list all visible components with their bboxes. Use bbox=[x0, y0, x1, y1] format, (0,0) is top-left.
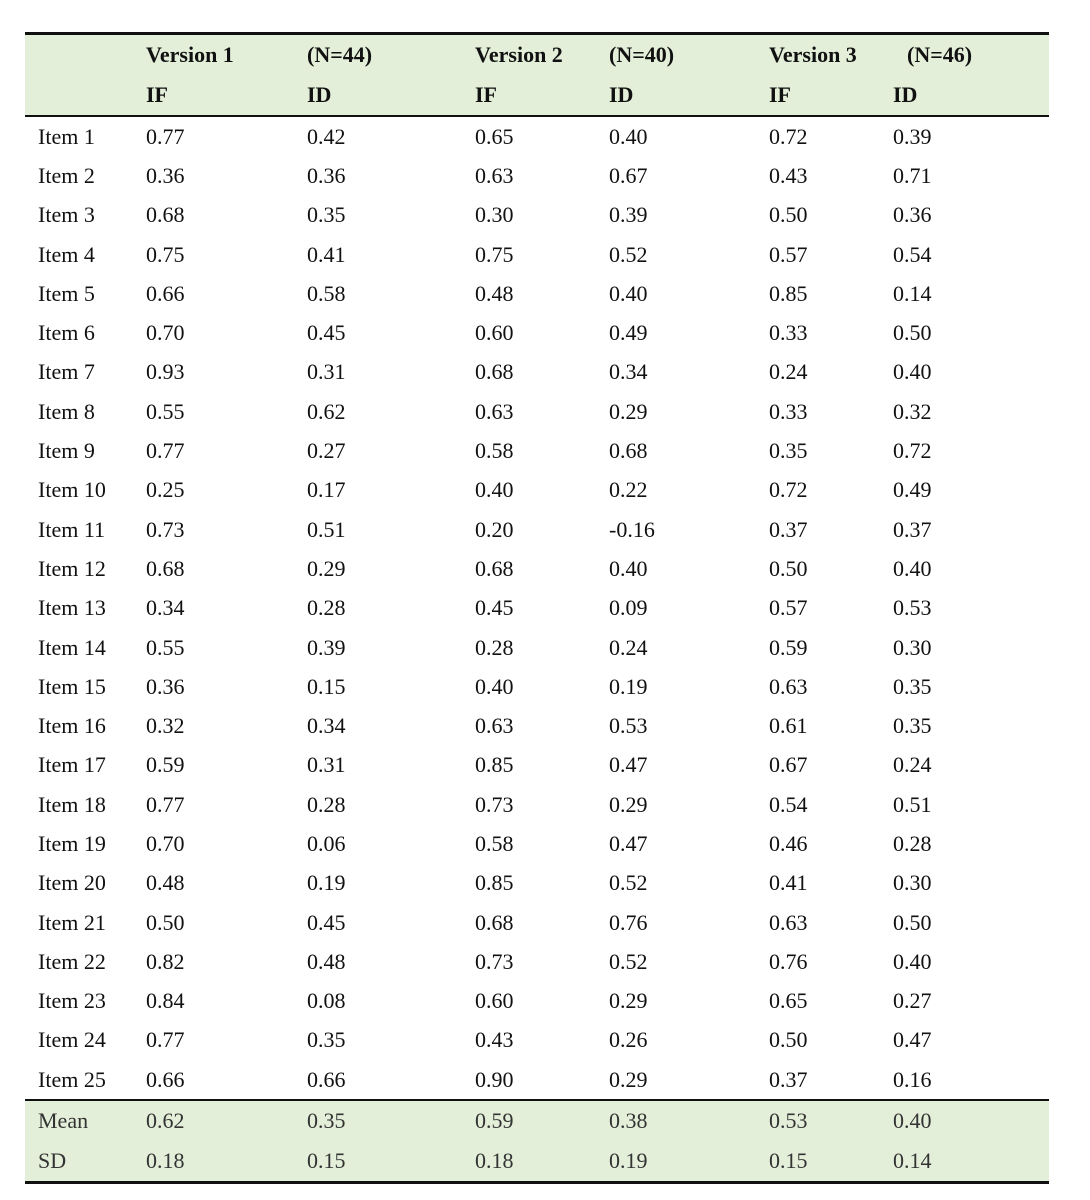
table-cell: 0.72 bbox=[769, 123, 808, 149]
header-row-measures bbox=[25, 75, 1049, 115]
table-cell: 0.54 bbox=[893, 241, 932, 267]
table-row bbox=[25, 1060, 1049, 1099]
table-cell: 0.48 bbox=[475, 280, 514, 306]
table-cell: 0.59 bbox=[475, 1108, 514, 1134]
row-label: Item 19 bbox=[38, 830, 106, 856]
table-cell: 0.17 bbox=[307, 477, 346, 503]
row-label: Item 16 bbox=[38, 713, 106, 739]
table-cell: 0.53 bbox=[769, 1108, 808, 1134]
table-row bbox=[25, 313, 1049, 352]
table-cell: 0.39 bbox=[893, 123, 932, 149]
table-cell: 0.41 bbox=[307, 241, 346, 267]
header-version-2: Version 2 bbox=[475, 42, 563, 67]
table-cell: 0.68 bbox=[475, 359, 514, 385]
table-cell: 0.39 bbox=[609, 202, 648, 228]
table-cell: 0.68 bbox=[475, 555, 514, 581]
row-label: Item 17 bbox=[38, 752, 106, 778]
table-row bbox=[25, 982, 1049, 1021]
table-cell: 0.40 bbox=[893, 948, 932, 974]
table-cell: 0.37 bbox=[769, 1066, 808, 1092]
header-version-3: Version 3 bbox=[769, 42, 857, 67]
table-cell: 0.48 bbox=[146, 870, 185, 896]
table-cell: 0.42 bbox=[307, 123, 346, 149]
summary-row bbox=[25, 1141, 1049, 1181]
table-cell: 0.85 bbox=[475, 752, 514, 778]
table-cell: 0.49 bbox=[609, 320, 648, 346]
table-cell: 0.43 bbox=[769, 162, 808, 188]
row-label: Item 6 bbox=[38, 320, 95, 346]
table-cell: 0.68 bbox=[475, 909, 514, 935]
table-row bbox=[25, 549, 1049, 588]
table-cell: 0.45 bbox=[307, 909, 346, 935]
header-version-1: Version 1 bbox=[146, 42, 234, 67]
header-id-v3: ID bbox=[893, 82, 918, 107]
table-cell: 0.28 bbox=[307, 595, 346, 621]
table-cell: 0.34 bbox=[307, 713, 346, 739]
table-cell: 0.19 bbox=[609, 673, 648, 699]
table-cell: 0.35 bbox=[307, 1108, 346, 1134]
table-cell: 0.19 bbox=[609, 1148, 648, 1174]
table-footer bbox=[25, 1101, 1049, 1181]
table-cell: 0.54 bbox=[769, 791, 808, 817]
table-cell: 0.50 bbox=[146, 909, 185, 935]
table-cell: 0.29 bbox=[307, 555, 346, 581]
table-cell: 0.67 bbox=[769, 752, 808, 778]
table-cell: 0.40 bbox=[609, 555, 648, 581]
table-row bbox=[25, 706, 1049, 745]
table-cell: 0.60 bbox=[475, 988, 514, 1014]
table-cell: 0.15 bbox=[307, 1148, 346, 1174]
table-cell: 0.38 bbox=[609, 1108, 648, 1134]
table-cell: 0.31 bbox=[307, 752, 346, 778]
table-row bbox=[25, 903, 1049, 942]
table-cell: 0.35 bbox=[893, 713, 932, 739]
table-cell: 0.76 bbox=[769, 948, 808, 974]
table-cell: 0.30 bbox=[893, 634, 932, 660]
table-cell: 0.29 bbox=[609, 988, 648, 1014]
table-cell: 0.40 bbox=[893, 1108, 932, 1134]
table-cell: 0.09 bbox=[609, 595, 648, 621]
table-cell: 0.35 bbox=[893, 673, 932, 699]
table-cell: 0.63 bbox=[475, 398, 514, 424]
header-if-v2: IF bbox=[475, 82, 497, 107]
table-body bbox=[25, 117, 1049, 1099]
row-label: Item 23 bbox=[38, 988, 106, 1014]
table-cell: 0.39 bbox=[307, 634, 346, 660]
table-cell: 0.15 bbox=[769, 1148, 808, 1174]
table-cell: 0.50 bbox=[769, 202, 808, 228]
table-cell: 0.14 bbox=[893, 280, 932, 306]
table-cell: 0.45 bbox=[475, 595, 514, 621]
table-cell: 0.40 bbox=[893, 555, 932, 581]
table-cell: 0.43 bbox=[475, 1027, 514, 1053]
table-cell: 0.63 bbox=[475, 162, 514, 188]
table-cell: 0.35 bbox=[307, 1027, 346, 1053]
header-version-1-n: (N=44) bbox=[307, 42, 373, 67]
table-cell: 0.40 bbox=[609, 123, 648, 149]
table-cell: 0.27 bbox=[307, 438, 346, 464]
table-row bbox=[25, 589, 1049, 628]
header-version-3-n: (N=46) bbox=[907, 42, 973, 67]
table-cell: 0.36 bbox=[146, 162, 185, 188]
table-cell: 0.77 bbox=[146, 791, 185, 817]
table-cell: 0.58 bbox=[307, 280, 346, 306]
table-cell: 0.49 bbox=[893, 477, 932, 503]
table-cell: 0.82 bbox=[146, 948, 185, 974]
table-cell: 0.70 bbox=[146, 830, 185, 856]
table-cell: 0.90 bbox=[475, 1066, 514, 1092]
table-cell: 0.15 bbox=[307, 673, 346, 699]
table-cell: 0.36 bbox=[893, 202, 932, 228]
table-cell: 0.72 bbox=[893, 438, 932, 464]
table-cell: 0.28 bbox=[307, 791, 346, 817]
row-label: Item 2 bbox=[38, 162, 95, 188]
table-cell: 0.41 bbox=[769, 870, 808, 896]
table-row bbox=[25, 431, 1049, 470]
table-cell: 0.93 bbox=[146, 359, 185, 385]
table-cell: 0.16 bbox=[893, 1066, 932, 1092]
table-cell: 0.53 bbox=[893, 595, 932, 621]
table-cell: 0.29 bbox=[609, 1066, 648, 1092]
table-cell: 0.65 bbox=[475, 123, 514, 149]
table-cell: 0.36 bbox=[146, 673, 185, 699]
table-cell: 0.30 bbox=[893, 870, 932, 896]
row-label: Item 24 bbox=[38, 1027, 106, 1053]
table-cell: 0.48 bbox=[307, 948, 346, 974]
table-cell: 0.45 bbox=[307, 320, 346, 346]
row-label: Item 1 bbox=[38, 123, 95, 149]
table-cell: -0.16 bbox=[609, 516, 655, 542]
table-cell: 0.08 bbox=[307, 988, 346, 1014]
table-row bbox=[25, 235, 1049, 274]
row-label: Item 22 bbox=[38, 948, 106, 974]
table-cell: 0.60 bbox=[475, 320, 514, 346]
row-label: Item 11 bbox=[38, 516, 105, 542]
table-row bbox=[25, 746, 1049, 785]
table-cell: 0.50 bbox=[769, 1027, 808, 1053]
table-cell: 0.35 bbox=[307, 202, 346, 228]
table-row bbox=[25, 510, 1049, 549]
table-cell: 0.73 bbox=[475, 791, 514, 817]
table-cell: 0.33 bbox=[769, 320, 808, 346]
table-cell: 0.53 bbox=[609, 713, 648, 739]
table-cell: 0.37 bbox=[893, 516, 932, 542]
table-row bbox=[25, 156, 1049, 195]
table-cell: 0.63 bbox=[769, 673, 808, 699]
table-cell: 0.40 bbox=[475, 477, 514, 503]
row-label: Item 9 bbox=[38, 438, 95, 464]
table-cell: 0.68 bbox=[609, 438, 648, 464]
table-cell: 0.63 bbox=[475, 713, 514, 739]
table-cell: 0.63 bbox=[769, 909, 808, 935]
table-cell: 0.77 bbox=[146, 1027, 185, 1053]
table-cell: 0.32 bbox=[893, 398, 932, 424]
row-label: Mean bbox=[38, 1108, 89, 1134]
table-cell: 0.50 bbox=[893, 909, 932, 935]
header-row-versions bbox=[25, 35, 1049, 75]
row-label: Item 8 bbox=[38, 398, 95, 424]
table-cell: 0.52 bbox=[609, 948, 648, 974]
table-cell: 0.50 bbox=[893, 320, 932, 346]
table-cell: 0.73 bbox=[146, 516, 185, 542]
table-cell: 0.29 bbox=[609, 791, 648, 817]
table-cell: 0.24 bbox=[609, 634, 648, 660]
table-cell: 0.40 bbox=[475, 673, 514, 699]
table-cell: 0.46 bbox=[769, 830, 808, 856]
table-row bbox=[25, 864, 1049, 903]
table-cell: 0.30 bbox=[475, 202, 514, 228]
table-row bbox=[25, 392, 1049, 431]
table-cell: 0.58 bbox=[475, 438, 514, 464]
table-bottom-rule bbox=[25, 1181, 1049, 1184]
table-cell: 0.26 bbox=[609, 1027, 648, 1053]
summary-row bbox=[25, 1101, 1049, 1141]
table-row bbox=[25, 1021, 1049, 1060]
table-cell: 0.77 bbox=[146, 438, 185, 464]
table-cell: 0.68 bbox=[146, 555, 185, 581]
table-cell: 0.35 bbox=[769, 438, 808, 464]
table-cell: 0.66 bbox=[146, 280, 185, 306]
item-statistics-table bbox=[25, 32, 1049, 1184]
table-cell: 0.52 bbox=[609, 241, 648, 267]
table-cell: 0.75 bbox=[146, 241, 185, 267]
header-id-v2: ID bbox=[609, 82, 634, 107]
row-label: Item 7 bbox=[38, 359, 95, 385]
table-cell: 0.85 bbox=[769, 280, 808, 306]
table-cell: 0.55 bbox=[146, 398, 185, 424]
table-cell: 0.55 bbox=[146, 634, 185, 660]
row-label: SD bbox=[38, 1148, 67, 1174]
table-cell: 0.40 bbox=[893, 359, 932, 385]
table-cell: 0.85 bbox=[475, 870, 514, 896]
table-row bbox=[25, 628, 1049, 667]
table-row bbox=[25, 471, 1049, 510]
table-cell: 0.59 bbox=[769, 634, 808, 660]
table-cell: 0.66 bbox=[146, 1066, 185, 1092]
row-label: Item 3 bbox=[38, 202, 95, 228]
row-label: Item 14 bbox=[38, 634, 106, 660]
header-id-v1: ID bbox=[307, 82, 332, 107]
table-cell: 0.47 bbox=[609, 830, 648, 856]
table-cell: 0.29 bbox=[609, 398, 648, 424]
table-cell: 0.77 bbox=[146, 123, 185, 149]
table-cell: 0.58 bbox=[475, 830, 514, 856]
table-cell: 0.18 bbox=[475, 1148, 514, 1174]
table-cell: 0.73 bbox=[475, 948, 514, 974]
table-cell: 0.20 bbox=[475, 516, 514, 542]
table-row bbox=[25, 785, 1049, 824]
table-cell: 0.84 bbox=[146, 988, 185, 1014]
table-cell: 0.68 bbox=[146, 202, 185, 228]
table-cell: 0.72 bbox=[769, 477, 808, 503]
table-cell: 0.06 bbox=[307, 830, 346, 856]
table-cell: 0.51 bbox=[893, 791, 932, 817]
table-cell: 0.62 bbox=[307, 398, 346, 424]
table-cell: 0.52 bbox=[609, 870, 648, 896]
table-cell: 0.61 bbox=[769, 713, 808, 739]
table-cell: 0.24 bbox=[769, 359, 808, 385]
table-row bbox=[25, 942, 1049, 981]
table-cell: 0.25 bbox=[146, 477, 185, 503]
table-cell: 0.31 bbox=[307, 359, 346, 385]
row-label: Item 12 bbox=[38, 555, 106, 581]
table-cell: 0.57 bbox=[769, 241, 808, 267]
row-label: Item 18 bbox=[38, 791, 106, 817]
table-cell: 0.19 bbox=[307, 870, 346, 896]
table-cell: 0.32 bbox=[146, 713, 185, 739]
row-label: Item 20 bbox=[38, 870, 106, 896]
table-cell: 0.40 bbox=[609, 280, 648, 306]
table-cell: 0.76 bbox=[609, 909, 648, 935]
row-label: Item 4 bbox=[38, 241, 95, 267]
table-cell: 0.24 bbox=[893, 752, 932, 778]
table-row bbox=[25, 274, 1049, 313]
table-cell: 0.22 bbox=[609, 477, 648, 503]
table-row bbox=[25, 196, 1049, 235]
table-cell: 0.71 bbox=[893, 162, 932, 188]
header-if-v1: IF bbox=[146, 82, 168, 107]
table-row bbox=[25, 667, 1049, 706]
table-cell: 0.37 bbox=[769, 516, 808, 542]
table-cell: 0.34 bbox=[146, 595, 185, 621]
table-cell: 0.67 bbox=[609, 162, 648, 188]
table-cell: 0.28 bbox=[893, 830, 932, 856]
header-version-2-n: (N=40) bbox=[609, 42, 675, 67]
table-cell: 0.28 bbox=[475, 634, 514, 660]
table-cell: 0.70 bbox=[146, 320, 185, 346]
table-cell: 0.34 bbox=[609, 359, 648, 385]
table-cell: 0.47 bbox=[609, 752, 648, 778]
table-cell: 0.47 bbox=[893, 1027, 932, 1053]
table-row bbox=[25, 353, 1049, 392]
table-row bbox=[25, 824, 1049, 863]
table-cell: 0.59 bbox=[146, 752, 185, 778]
row-label: Item 15 bbox=[38, 673, 106, 699]
table-cell: 0.57 bbox=[769, 595, 808, 621]
table-cell: 0.62 bbox=[146, 1108, 185, 1134]
table-cell: 0.65 bbox=[769, 988, 808, 1014]
row-label: Item 13 bbox=[38, 595, 106, 621]
row-label: Item 21 bbox=[38, 909, 106, 935]
table-cell: 0.14 bbox=[893, 1148, 932, 1174]
table-row bbox=[25, 117, 1049, 156]
table-cell: 0.36 bbox=[307, 162, 346, 188]
row-label: Item 5 bbox=[38, 280, 95, 306]
table-cell: 0.33 bbox=[769, 398, 808, 424]
row-label: Item 10 bbox=[38, 477, 106, 503]
table-cell: 0.18 bbox=[146, 1148, 185, 1174]
table-cell: 0.75 bbox=[475, 241, 514, 267]
table-header bbox=[25, 35, 1049, 115]
table-cell: 0.66 bbox=[307, 1066, 346, 1092]
header-if-v3: IF bbox=[769, 82, 791, 107]
table-cell: 0.27 bbox=[893, 988, 932, 1014]
table-cell: 0.51 bbox=[307, 516, 346, 542]
table-cell: 0.50 bbox=[769, 555, 808, 581]
row-label: Item 25 bbox=[38, 1066, 106, 1092]
